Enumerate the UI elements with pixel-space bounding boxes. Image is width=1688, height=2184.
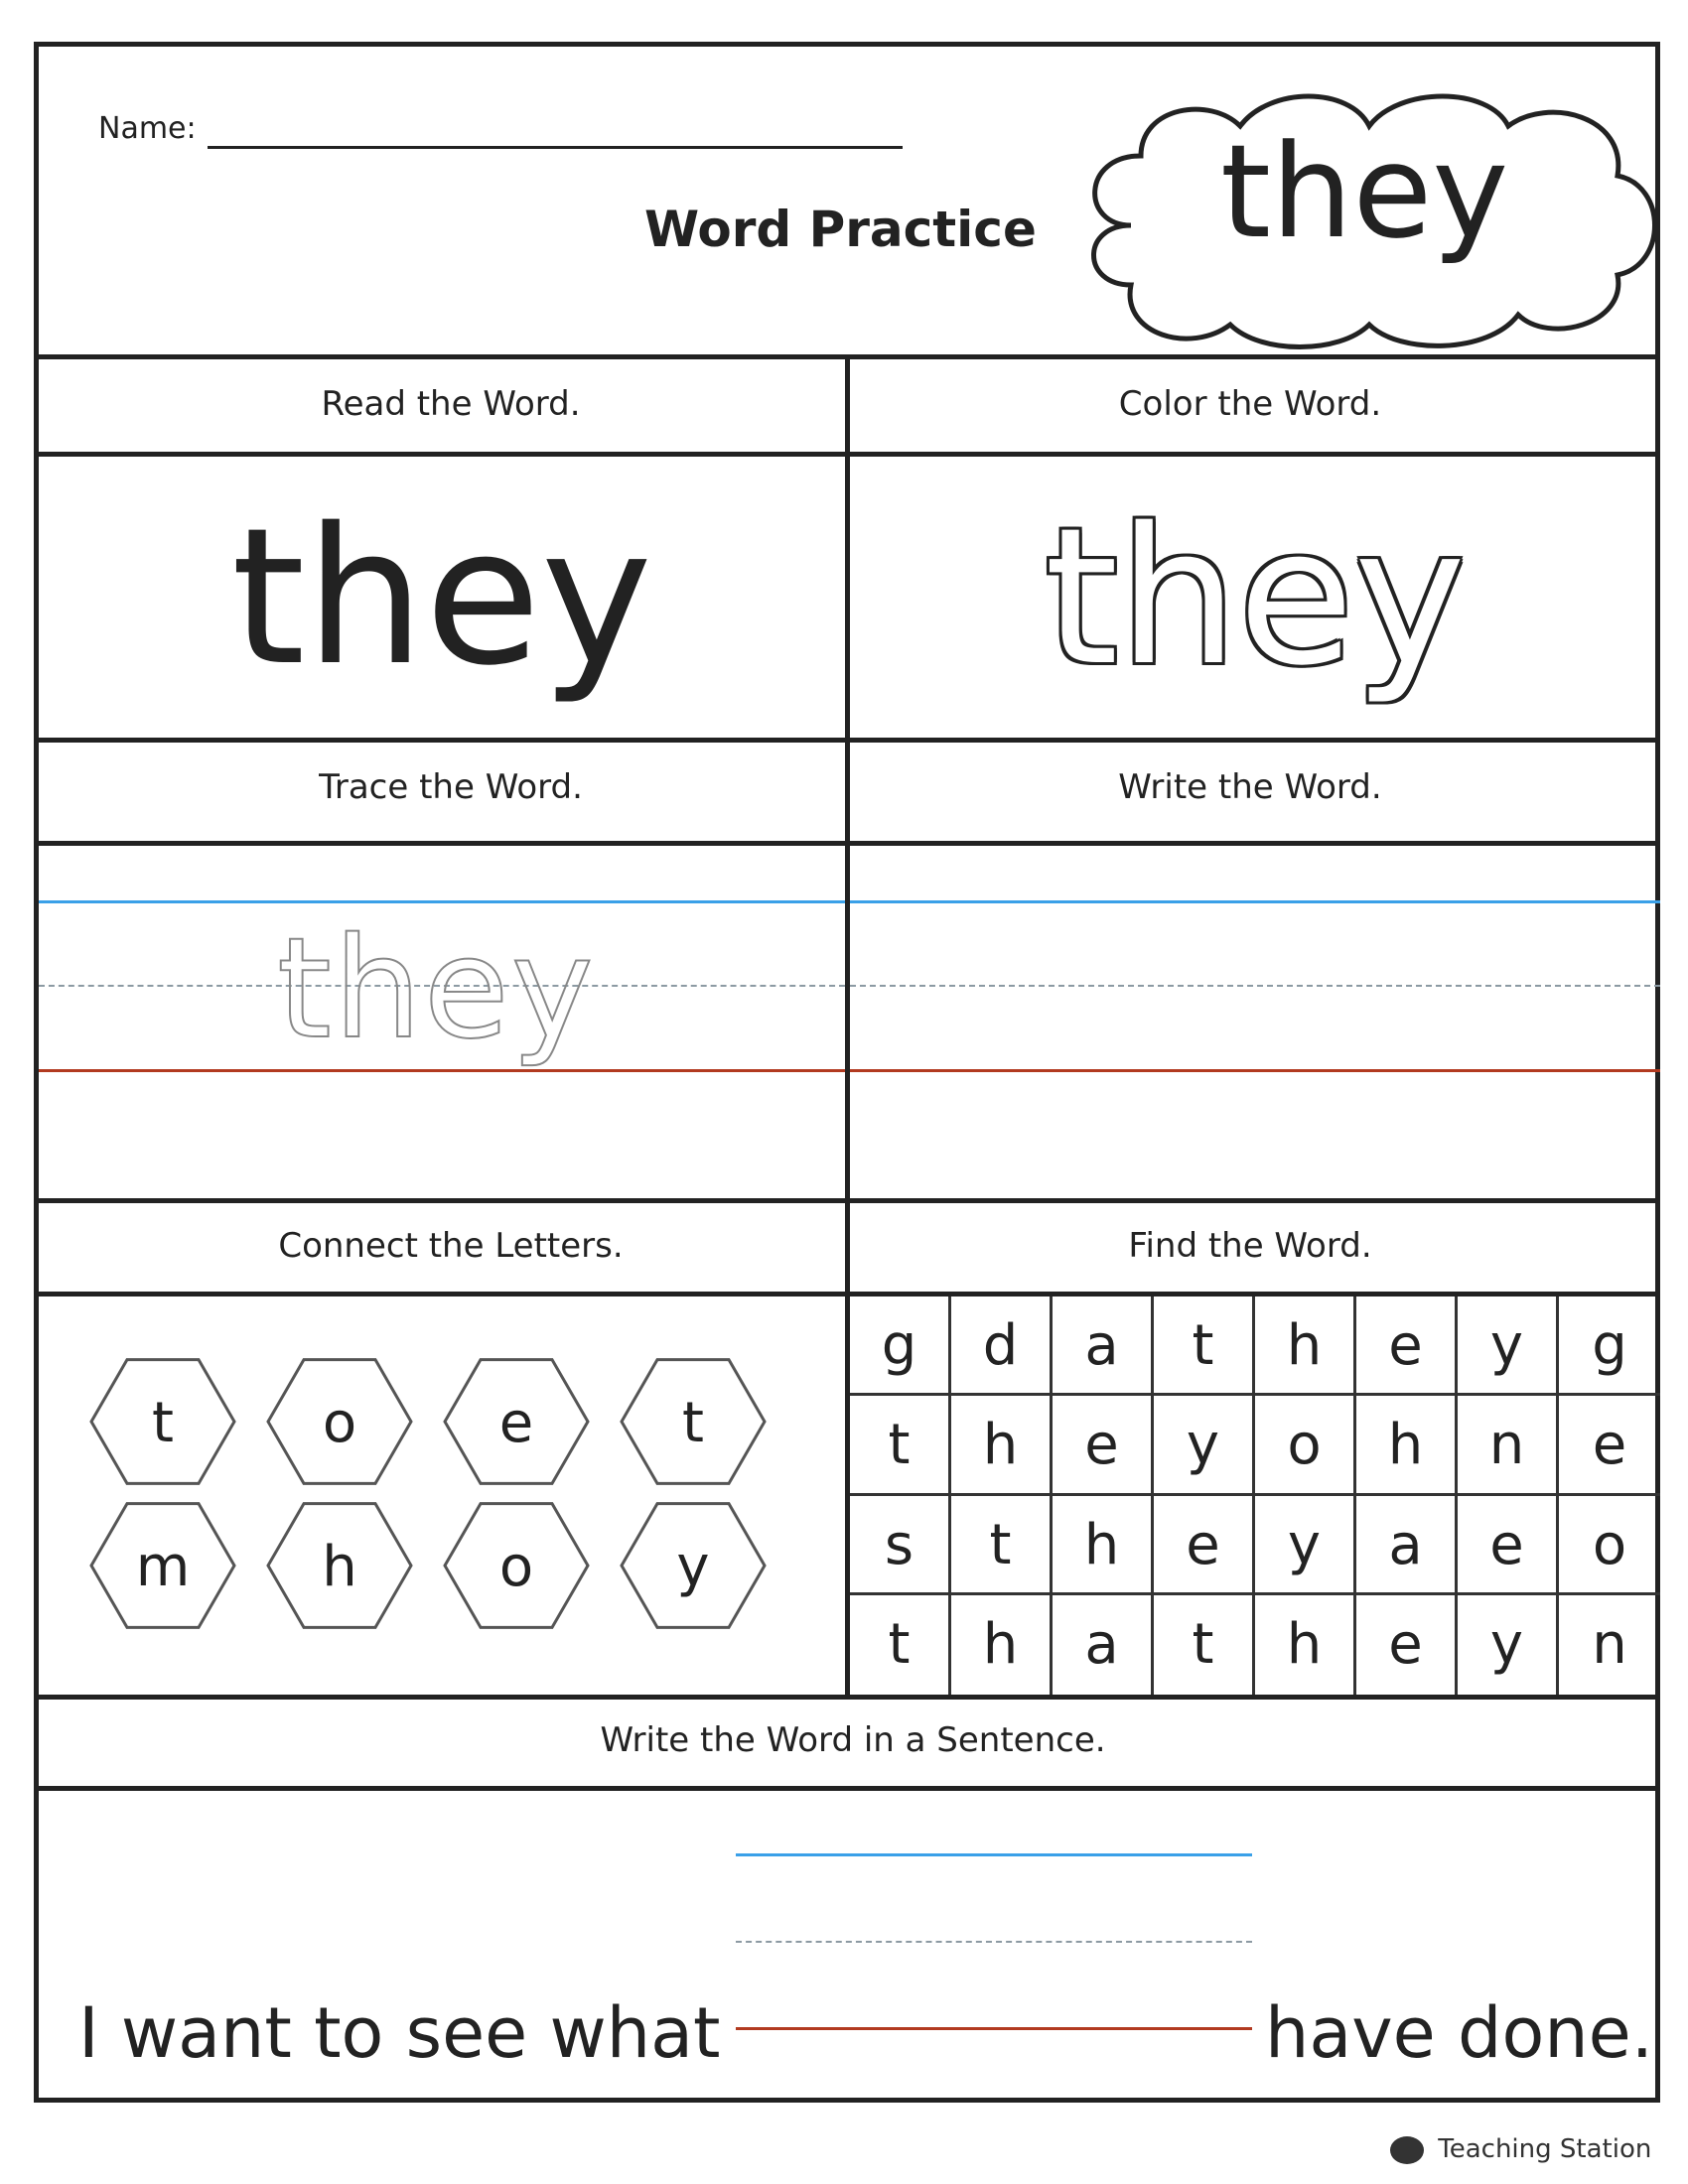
sentence-blank[interactable] [736, 2027, 1252, 2030]
grid-cell[interactable]: e [1356, 1595, 1458, 1695]
write-label: Write the Word. [1118, 767, 1382, 807]
grid-cell[interactable]: y [1154, 1396, 1255, 1495]
grid-cell[interactable]: g [850, 1297, 951, 1396]
hex-letter: t [682, 1391, 704, 1455]
write-top-line [850, 900, 1660, 903]
grid-cell[interactable]: e [1154, 1496, 1255, 1595]
grid-cell[interactable]: a [1053, 1595, 1154, 1695]
read-label: Read the Word. [321, 384, 581, 424]
find-word-grid [850, 1297, 1660, 1695]
grid-cell[interactable]: t [850, 1595, 951, 1695]
grid-cell[interactable]: t [850, 1396, 951, 1495]
grid-cell[interactable]: y [1255, 1496, 1356, 1595]
grid-cell[interactable]: a [1356, 1496, 1458, 1595]
hex-letter: t [152, 1391, 174, 1455]
grid-cell[interactable]: y [1458, 1595, 1559, 1695]
grid-cell[interactable]: e [1559, 1396, 1660, 1495]
grid-cell[interactable]: o [1255, 1396, 1356, 1495]
hexagon-grid [78, 1337, 833, 1665]
grid-cell[interactable]: h [951, 1595, 1053, 1695]
grid-cell[interactable]: h [951, 1396, 1053, 1495]
logo-text: Teaching Station [1438, 2134, 1652, 2164]
hex-letter: m [135, 1535, 191, 1599]
grid-cell[interactable]: g [1559, 1297, 1660, 1396]
color-label: Color the Word. [1118, 384, 1382, 424]
hex-letter: o [498, 1535, 534, 1599]
sentence-mid-line [736, 1941, 1252, 1943]
name-field[interactable] [208, 146, 903, 149]
grid-cell[interactable]: n [1592, 1611, 1627, 1677]
write-base-line[interactable] [850, 1069, 1660, 1072]
sentence-end: have done. [1265, 1992, 1653, 2074]
divider [39, 1786, 1655, 1791]
hex-letter: o [322, 1391, 357, 1455]
hex-letter: y [676, 1535, 710, 1599]
trace-top-line [39, 900, 845, 903]
grid-cell[interactable]: h [1053, 1496, 1154, 1595]
grid-cell[interactable]: h [1255, 1595, 1356, 1695]
grid-cell[interactable]: y [1458, 1297, 1559, 1396]
color-word[interactable]: they [1044, 487, 1467, 707]
grid-cell[interactable]: e [1356, 1297, 1458, 1396]
sentence-label: Write the Word in a Sentence. [600, 1720, 1106, 1760]
name-label: Name: [98, 111, 197, 146]
trace-label: Trace the Word. [319, 767, 583, 807]
grid-cell[interactable]: t [1154, 1595, 1255, 1695]
grid-cell[interactable]: a [1053, 1297, 1154, 1396]
grid-cell[interactable]: e [1458, 1496, 1559, 1595]
grid-cell[interactable]: n [1458, 1396, 1559, 1495]
worksheet [34, 42, 1660, 2103]
write-mid-line [850, 985, 1660, 987]
sentence-start: I want to see what [78, 1992, 721, 2074]
hex-letter: h [322, 1535, 357, 1599]
grid-cell[interactable]: t [1154, 1297, 1255, 1396]
trace-word[interactable]: they [277, 908, 596, 1070]
find-label: Find the Word. [1128, 1226, 1372, 1266]
brand-logo [1390, 2134, 1651, 2164]
header-word: they [1220, 116, 1509, 267]
connect-letters-area [78, 1337, 833, 1665]
grid-cell[interactable]: d [951, 1297, 1053, 1396]
page-title: Word Practice [644, 201, 1037, 258]
grid-cell[interactable]: h [1255, 1297, 1356, 1396]
hex-letter: e [498, 1391, 534, 1455]
sentence-top-line [736, 1853, 1252, 1856]
read-word: they [230, 487, 653, 707]
grid-cell[interactable]: h [1356, 1396, 1458, 1495]
grid-cell[interactable]: o [1559, 1496, 1660, 1595]
divider [39, 1695, 1655, 1700]
logo-icon [1390, 2136, 1424, 2164]
grid-cell[interactable]: t [951, 1496, 1053, 1595]
grid-cell[interactable]: e [1053, 1396, 1154, 1495]
connect-label: Connect the Letters. [278, 1226, 624, 1266]
grid-cell[interactable]: s [850, 1496, 951, 1595]
